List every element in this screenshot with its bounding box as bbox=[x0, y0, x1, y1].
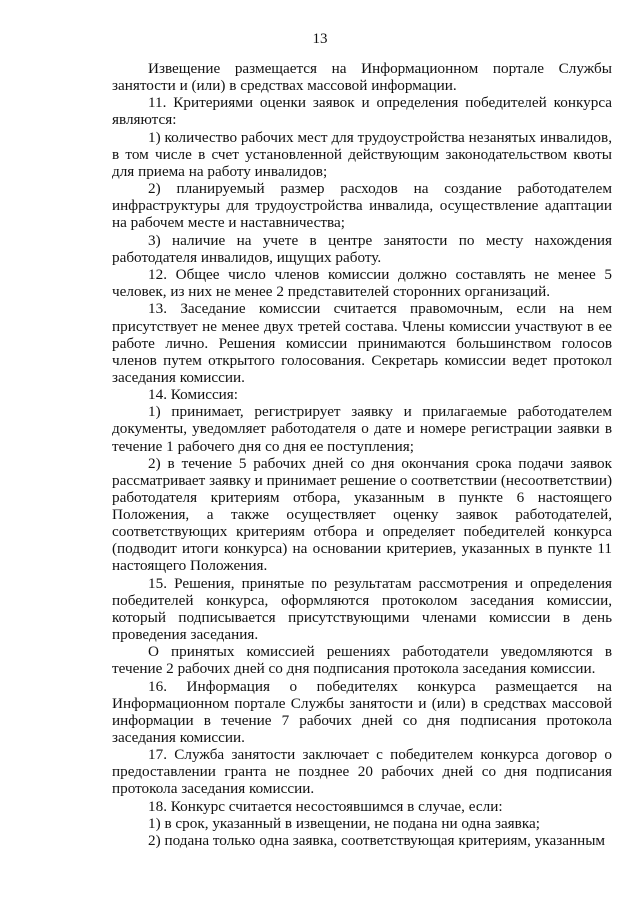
paragraph-14: 14. Комиссия: bbox=[148, 386, 239, 404]
paragraph-17: 17. Служба занятости заключает с победителем конкурса договор о предоставлении гранта не позднее 20 рабочих дней со дня подписания протокола заседания комиссии. bbox=[112, 746, 612, 798]
paragraph-18-item-1: 1) в срок, указанный в извещении, не подана ни одна заявка; bbox=[148, 814, 540, 832]
document-body bbox=[112, 60, 612, 850]
paragraph-13: 13. Заседание комиссии считается правомочным, если на нем присутствует не менее двух третей состава. Члены комиссии участвуют в ее работе лично. Решения комиссии принимаются большинством голосов членов путем открытого голосования. Секретарь комиссии ведет протокол заседания комиссии. bbox=[112, 300, 612, 386]
paragraph-11-criteria: 11. Критериями оценки заявок и определения победителей конкурса являются: bbox=[112, 94, 612, 129]
paragraph-15: 15. Решения, принятые по результатам рассмотрения и определения победителей конкурса, оформляются протоколом заседания комиссии, который подписывается присутствующими членами комиссии в день проведения заседания. bbox=[112, 574, 612, 643]
paragraph-15-notice: О принятых комиссией решениях работодатели уведомляются в течение 2 рабочих дней со дня подписания протокола заседания комиссии. bbox=[112, 643, 612, 678]
paragraph-14-item-2: 2) в течение 5 рабочих дней со дня окончания срока подачи заявок рассматривает заявку и принимает решение о соответствии (несоответствии) работодателя критериям отбора, указанным в пункте 6 настоящего Положения, а также осуществляет оценку заявок работодателей, соответствующих критериям отбора и определяет победителей конкурса (подводит итоги конкурса) на основании критериев, указанных в пункте 11 настоящего Положения. bbox=[112, 454, 612, 575]
paragraph-14-item-1: 1) принимает, регистрирует заявку и прилагаемые работодателем документы, уведомляет работодателя о дате и номере регистрации заявки в течение 1 рабочего дня со дня ее поступления; bbox=[112, 403, 612, 455]
paragraph-18: 18. Конкурс считается несостоявшимся в случае, если: bbox=[148, 797, 503, 815]
paragraph-16: 16. Информация о победителях конкурса размещается на Информационном портале Службы занятости и (или) в средствах массовой информации в течение 7 рабочих дней со дня подписания протокола заседания комиссии. bbox=[112, 677, 612, 746]
paragraph-11-item-3: 3) наличие на учете в центре занятости по месту нахождения работодателя инвалидов, ищущих работу. bbox=[112, 231, 612, 266]
page-number: 13 bbox=[312, 31, 328, 47]
paragraph-18-item-2: 2) подана только одна заявка, соответствующая критериям, указанным bbox=[148, 832, 606, 850]
paragraph-11-item-2: 2) планируемый размер расходов на создание работодателем инфраструктуры для трудоустройства инвалида, осуществление адаптации на рабочем месте и наставничества; bbox=[112, 180, 612, 232]
paragraph-11-item-1: 1) количество рабочих мест для трудоустройства незанятых инвалидов, в том числе в счет установленной действующим законодательством квоты для приема на работу инвалидов; bbox=[112, 128, 612, 180]
paragraph-12: 12. Общее число членов комиссии должно составлять не менее 5 человек, из них не менее 2 представителей сторонних организаций. bbox=[112, 266, 612, 301]
paragraph-announcement: Извещение размещается на Информационном портале Службы занятости и (или) в средствах массовой информации. bbox=[112, 60, 612, 95]
